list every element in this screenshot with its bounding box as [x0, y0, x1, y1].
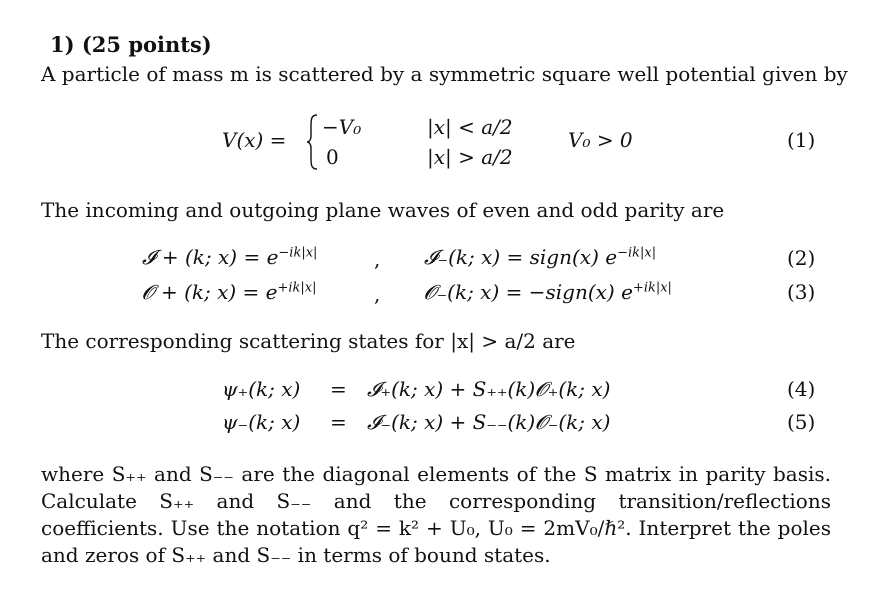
eq5-lhs: ψ₋(k; x) — [222, 410, 301, 434]
eq5-rhs: 𝓘₋(k; x) + S₋₋(k)𝓞₋(k; x) — [367, 410, 611, 434]
left-brace-icon — [306, 114, 318, 170]
eq4-number: (4) — [787, 377, 816, 401]
intro-text: A particle of mass m is scattered by a symmetric square well potential given by — [41, 62, 848, 86]
eq1-case1-cond: |x| < a/2 — [427, 115, 513, 139]
eq1-case1-value: −V₀ — [322, 115, 362, 139]
eq1-side-condition: V₀ > 0 — [568, 128, 633, 152]
eq3-left: 𝓞 + (k; $x) = e^{+ik|x|}$ — [142, 280, 317, 304]
eq3-number: (3) — [787, 280, 816, 304]
eq5-equals: = — [330, 410, 347, 434]
eq4-equals: = — [330, 377, 347, 401]
eq1-lhs: V(x) = — [222, 128, 287, 152]
eq4-rhs: 𝓘₊(k; x) + S₊₊(k)𝓞₊(k; x) — [367, 377, 611, 401]
eq2-left: 𝓘 + (k; $x) = e^{-ik|x|}$ — [142, 245, 318, 269]
states-intro-text: The corresponding scattering states for |x| > a/2 are — [41, 329, 576, 353]
waves-intro-text: The incoming and outgoing plane waves of even and odd parity are — [41, 198, 725, 222]
eq5-number: (5) — [787, 410, 816, 434]
eq1-case2-value: 0 — [326, 145, 339, 169]
closing-paragraph: where S₊₊ and S₋₋ are the diagonal elements of the S matrix in parity basis. Calculate S₊₊ and S₋₋ and the corresponding transition/reflections coefficients. Use the notation q² = k² + U₀, U₀ = 2mV₀/ℏ². Interpret the poles and zeros of S₊₊ and S₋₋ in terms of bound states. — [41, 462, 831, 567]
eq2-right: 𝓘₋(k; x) = sign(x) $e^{-ik|x|}$ — [424, 245, 657, 269]
eq2-comma: , — [374, 247, 381, 271]
eq2-number: (2) — [787, 246, 816, 270]
eq1-case2-cond: |x| > a/2 — [427, 145, 513, 169]
eq3-comma: , — [374, 282, 381, 306]
eq1-number: (1) — [787, 128, 816, 152]
eq3-right: 𝓞₋(k; x) = −sign(x) $e^{+ik|x|}$ — [424, 280, 672, 304]
eq4-lhs: ψ₊(k; x) — [222, 377, 301, 401]
problem-title: 1) (25 points) — [50, 32, 212, 57]
